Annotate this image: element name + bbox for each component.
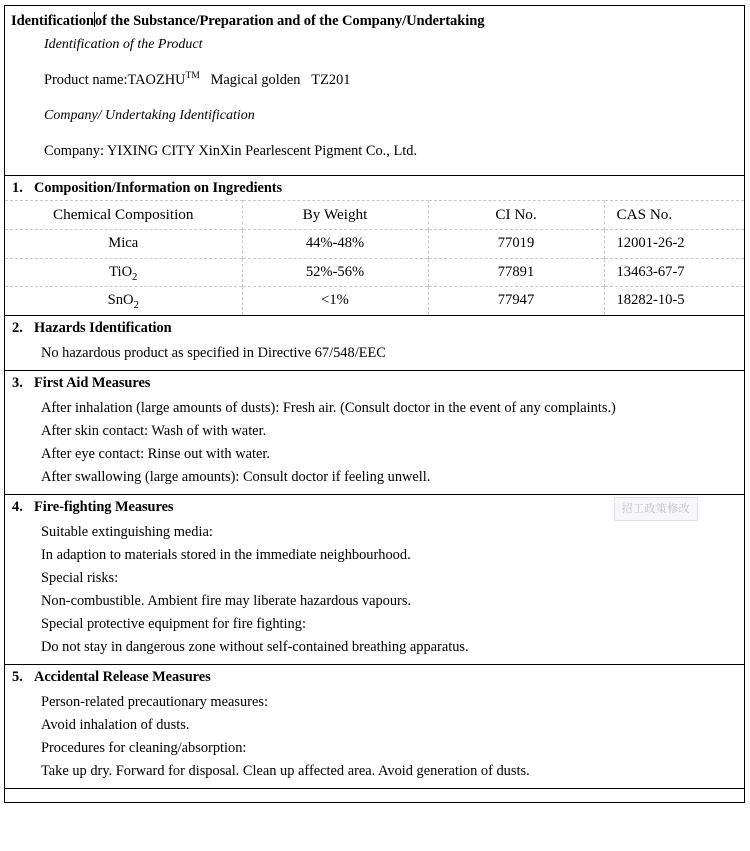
body-line: Do not stay in dangerous zone without self-contained breathing apparatus. <box>41 638 469 655</box>
cell-chemical-name <box>5 230 242 259</box>
product-code: TZ201 <box>311 72 351 89</box>
company-identification-heading: Company/ Undertaking Identification <box>44 108 255 124</box>
cell-by-weight: 44%-48% <box>242 230 428 259</box>
section-title: Hazards Identification <box>34 319 172 336</box>
body-line: After swallowing (large amounts): Consult doctor if feeling unwell. <box>41 468 431 485</box>
column-header-by-weight: By Weight <box>242 201 428 230</box>
composition-table-body <box>5 230 744 315</box>
body-line: After inhalation (large amounts of dusts): Fresh air. (Consult doctor in the event of any complaints.) <box>41 399 616 416</box>
section-title: First Aid Measures <box>34 374 151 391</box>
chemical-name-text: Mica <box>108 235 139 252</box>
body-line: Person-related precautionary measures: <box>41 693 268 710</box>
section-first-aid <box>5 371 744 495</box>
body-line: Special risks: <box>41 569 119 586</box>
composition-table <box>5 200 744 315</box>
body-line: Suitable extinguishing media: <box>41 523 213 540</box>
section-accidental-release <box>5 665 744 789</box>
body-line: Special protective equipment for fire fighting: <box>41 615 306 632</box>
product-name-suffix: Magical golden <box>210 72 301 89</box>
section-hazards-body <box>5 344 744 370</box>
section-hazards-header <box>5 316 744 340</box>
section-first-aid-body <box>5 399 744 494</box>
cell-by-weight: 52%-56% <box>242 258 428 287</box>
section-title: Accidental Release Measures <box>34 668 211 685</box>
product-name-line <box>44 71 738 90</box>
cell-chemical-name <box>5 258 242 287</box>
section-number: 2. <box>12 319 23 336</box>
trademark-symbol: TM <box>185 71 200 82</box>
section-fire-fighting-body <box>5 523 744 664</box>
section-title: Composition/Information on Ingredients <box>34 180 283 197</box>
msds-document <box>4 5 745 803</box>
body-line: Procedures for cleaning/absorption: <box>41 739 247 756</box>
chemical-name-text: SnO <box>107 292 134 309</box>
column-header-ci-no: CI No. <box>428 201 604 230</box>
cell-ci-no: 77947 <box>428 287 604 315</box>
section-first-aid-header <box>5 371 744 395</box>
cell-cas-no: 13463-67-7 <box>604 258 744 287</box>
cell-ci-no: 77019 <box>428 230 604 259</box>
chemical-name-subscript: 2 <box>133 300 139 312</box>
cell-cas-no: 12001-26-2 <box>604 230 744 259</box>
section-title: Fire-fighting Measures <box>34 498 174 515</box>
section-hazards <box>5 316 744 371</box>
section-number: 4. <box>12 498 23 515</box>
chemical-name-text: TiO <box>109 263 133 280</box>
cell-cas-no: 18282-10-5 <box>604 287 744 315</box>
body-line: In adaption to materials stored in the immediate neighbourhood. <box>41 546 411 563</box>
section-fire-fighting <box>5 495 744 665</box>
table-header-row <box>5 201 744 230</box>
product-identification-heading: Identification of the Product <box>44 37 203 53</box>
cell-by-weight: <1% <box>242 287 428 315</box>
page-title-after-caret: of the Substance/Preparation and of the Company/Undertaking <box>94 13 485 29</box>
table-row <box>5 287 744 315</box>
product-name-prefix: Product name:TAOZHU <box>44 72 186 89</box>
table-row <box>5 230 744 259</box>
body-line: After eye contact: Rinse out with water. <box>41 445 270 462</box>
body-line: No hazardous product as specified in Directive 67/548/EEC <box>41 344 386 361</box>
section-next-partial <box>5 789 744 803</box>
page-title <box>11 12 484 30</box>
section-accidental-release-body <box>5 693 744 788</box>
company-line: Company: YIXING CITY XinXin Pearlescent Pigment Co., Ltd. <box>44 143 418 160</box>
chemical-name-subscript: 2 <box>132 271 138 283</box>
section-composition <box>5 176 744 316</box>
section-number: 5. <box>12 668 23 685</box>
body-line: After skin contact: Wash of with water. <box>41 422 267 439</box>
watermark-badge: 招工政策修改 <box>614 497 698 521</box>
body-line: Non-combustible. Ambient fire may liberate hazardous vapours. <box>41 592 412 609</box>
cell-ci-no: 77891 <box>428 258 604 287</box>
column-header-cas-no: CAS No. <box>604 201 744 230</box>
body-line: Avoid inhalation of dusts. <box>41 716 190 733</box>
column-header-chemical-composition: Chemical Composition <box>5 201 242 230</box>
section-composition-header <box>5 176 744 200</box>
table-row <box>5 258 744 287</box>
section-identification <box>5 6 744 176</box>
body-line: Take up dry. Forward for disposal. Clean up affected area. Avoid generation of dusts. <box>41 763 530 779</box>
page-title-before-caret: Identification <box>11 13 94 29</box>
section-accidental-release-header <box>5 665 744 689</box>
cell-chemical-name <box>5 287 242 315</box>
section-number: 3. <box>12 374 23 391</box>
section-number: 1. <box>12 180 23 197</box>
